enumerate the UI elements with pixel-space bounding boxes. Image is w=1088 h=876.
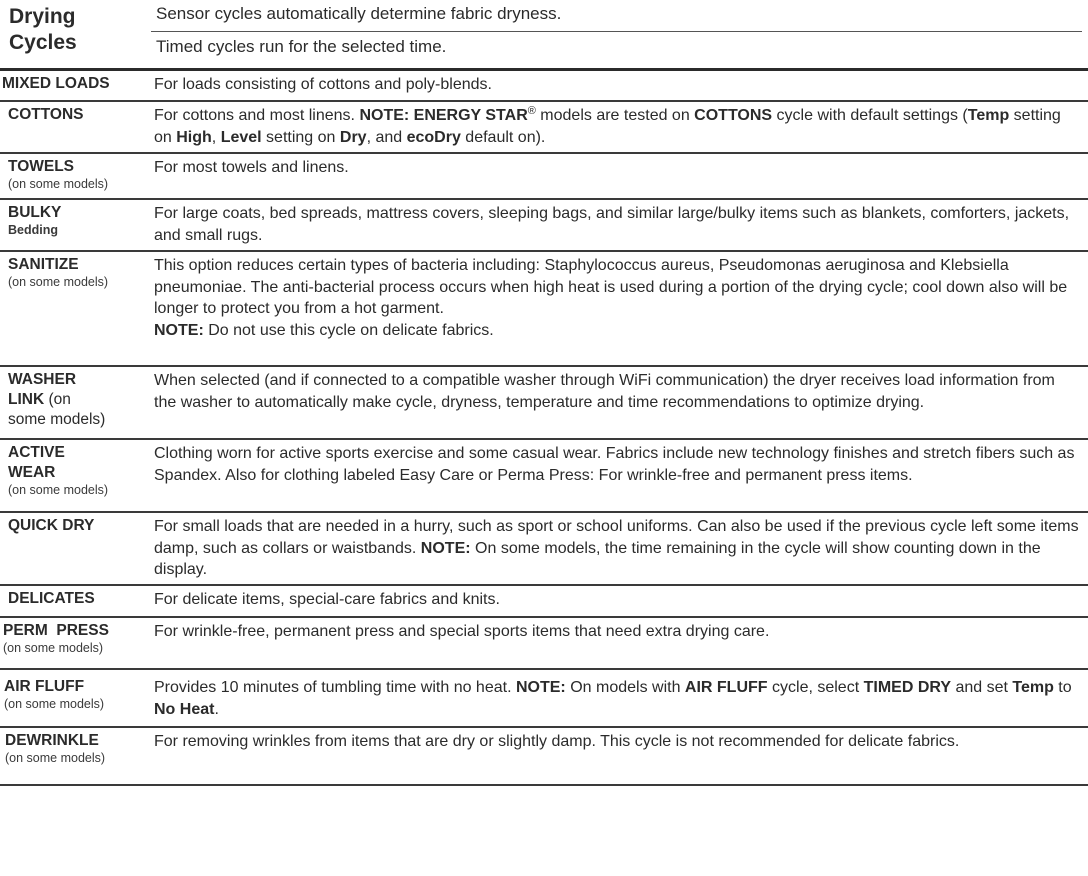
table-row bbox=[0, 440, 1088, 513]
cycle-name-cell bbox=[0, 71, 148, 100]
cycle-subtitle: Bedding bbox=[8, 223, 58, 237]
table-row bbox=[0, 102, 1088, 154]
cycle-name-line-1: ACTIVE bbox=[8, 444, 65, 461]
table-row bbox=[0, 71, 1088, 102]
cycle-name: COTTONS bbox=[8, 106, 84, 123]
cycle-name: PERM PRESS bbox=[3, 622, 109, 639]
cycle-description: For cottons and most linens. NOTE: ENERGY STAR® models are tested on COTTONS cycle with default settings (Temp setting on High, Level setting on Dry, and ecoDry default on). bbox=[154, 105, 1061, 146]
cycle-name-cell bbox=[0, 367, 148, 438]
cycle-description: For small loads that are needed in a hurry, such as sport or school uniforms. Can also be used if the previous cycle left some items damp, such as collars or waistbands. NOTE: On some models, the time remaining in the cycle will show counting down in the display. bbox=[154, 518, 1079, 578]
cycle-name-cell bbox=[0, 154, 148, 198]
cycle-name-cell bbox=[0, 670, 148, 726]
cycle-description: Clothing worn for active sports exercise and some casual wear. Fabrics include new technology finishes and stretch fibers such as Spandex. Also for clothing labeled Easy Care or Perma Press: For wrinkle-free and permanent press items. bbox=[154, 445, 1075, 484]
cycle-description: For loads consisting of cottons and poly-blends. bbox=[154, 76, 492, 93]
cycle-description: For wrinkle-free, permanent press and special sports items that need extra drying care. bbox=[154, 623, 770, 640]
cycle-name: DEWRINKLE bbox=[5, 732, 99, 749]
table-row bbox=[0, 670, 1088, 728]
cycle-description: For removing wrinkles from items that are dry or slightly damp. This cycle is not recommended for delicate fabrics. bbox=[154, 733, 960, 750]
timed-cycles-note: Timed cycles run for the selected time. bbox=[156, 37, 447, 56]
cycle-name-line-3: some models) bbox=[8, 411, 106, 428]
table-row bbox=[0, 728, 1088, 786]
table-row bbox=[0, 252, 1088, 367]
table-header bbox=[0, 0, 1088, 71]
cycle-availability: (on some models) bbox=[3, 641, 104, 655]
table-row bbox=[0, 586, 1088, 618]
cycle-availability: (on some models) bbox=[8, 483, 109, 497]
sensor-cycles-note: Sensor cycles automatically determine fabric dryness. bbox=[151, 3, 1082, 32]
title-line-1: Drying bbox=[9, 5, 76, 28]
cycle-name-cell bbox=[0, 513, 148, 584]
cycle-description: For most towels and linens. bbox=[154, 159, 349, 176]
cycle-description: When selected (and if connected to a compatible washer through WiFi communication) the dryer receives load information from the washer to automatically make cycle, dryness, temperature and time recommendations to optimize drying. bbox=[154, 372, 1055, 411]
table-row bbox=[0, 200, 1088, 252]
cycle-availability: (on some models) bbox=[5, 751, 106, 765]
table-row bbox=[0, 154, 1088, 200]
cycle-availability: (on some models) bbox=[8, 275, 109, 289]
cycle-name-cell bbox=[0, 252, 148, 365]
cycle-name-cell bbox=[0, 618, 148, 668]
table-title bbox=[9, 4, 77, 56]
cycle-name: BULKY bbox=[8, 204, 62, 221]
cycle-name-line-2: WEAR bbox=[8, 464, 56, 481]
cycle-name: SANITIZE bbox=[8, 256, 79, 273]
cycle-name: AIR FLUFF bbox=[4, 678, 85, 695]
cycle-description: This option reduces certain types of bacteria including: Staphylococcus aureus, Pseudomonas aeruginosa and Klebsiella pneumoniae. The anti-bacterial process occurs when high heat is used during a portion of the drying cycle; cool down also will be longer to protect you from a hot garment. NOTE: Do not use this cycle on delicate fabrics. bbox=[154, 257, 1068, 339]
cycle-name: DELICATES bbox=[8, 590, 95, 607]
cycle-name-cell bbox=[0, 586, 148, 616]
title-line-2: Cycles bbox=[9, 31, 77, 54]
cycle-name-cell bbox=[0, 440, 148, 511]
table-row bbox=[0, 367, 1088, 440]
cycle-name-cell bbox=[0, 102, 148, 152]
table-row bbox=[0, 513, 1088, 586]
cycle-availability: (on some models) bbox=[4, 697, 105, 711]
cycle-availability: (on some models) bbox=[8, 177, 109, 191]
cycle-name-line-1: WASHER bbox=[8, 371, 77, 388]
cycle-name: QUICK DRY bbox=[8, 517, 95, 534]
cycle-name-cell bbox=[0, 200, 148, 250]
table-row bbox=[0, 618, 1088, 670]
cycle-name-cell bbox=[0, 728, 148, 784]
cycle-description: Provides 10 minutes of tumbling time with no heat. NOTE: On models with AIR FLUFF cycle, select TIMED DRY and set Temp to No Heat. bbox=[154, 679, 1072, 718]
cycle-name-line-2: LINK (on bbox=[8, 391, 71, 408]
cycle-name: MIXED LOADS bbox=[2, 75, 110, 92]
cycle-name: TOWELS bbox=[8, 158, 75, 175]
cycle-description: For large coats, bed spreads, mattress covers, sleeping bags, and similar large/bulky items such as blankets, comforters, jackets, and small rugs. bbox=[154, 205, 1070, 244]
cycle-description: For delicate items, special-care fabrics and knits. bbox=[154, 591, 500, 608]
